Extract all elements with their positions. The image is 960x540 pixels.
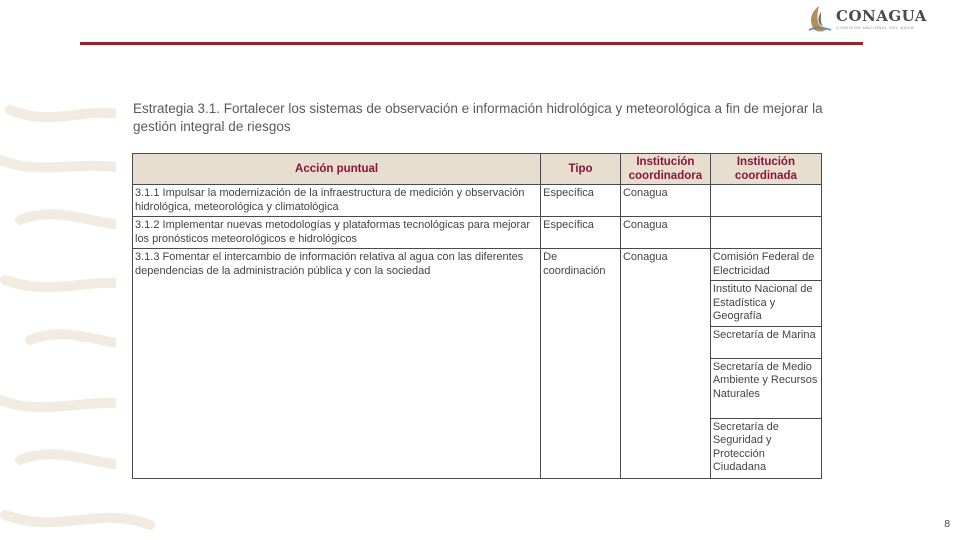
page-number: 8 (944, 519, 951, 530)
cell-accion: 3.1.1 Impulsar la modernización de la infraestructura de medición y observación hidrológica, meteorológica y climatológica (133, 185, 541, 217)
header-coordinada: Institución coordinada (710, 154, 821, 185)
table-row (133, 185, 822, 217)
action-table (132, 153, 822, 479)
cell-coordinadora: Conagua (620, 185, 710, 217)
cell-coordinada: Secretaría de Seguridad y Protección Ciudadana (710, 418, 821, 478)
cell-accion: 3.1.2 Implementar nuevas metodologías y plataformas tecnológicas para mejorar los pronósticos meteorológicos e hidrológicos (133, 217, 541, 249)
cell-tipo: Específica (541, 185, 621, 217)
table-row (133, 217, 822, 249)
cell-coordinada: Instituto Nacional de Estadística y Geografía (710, 281, 821, 327)
cell-tipo: Específica (541, 217, 621, 249)
cell-coordinada (710, 217, 821, 249)
header-accion: Acción puntual (133, 154, 541, 185)
logo-title: CONAGUA (836, 7, 927, 25)
conagua-logo (805, 4, 955, 34)
cell-coordinada: Secretaría de Medio Ambiente y Recursos Naturales (710, 358, 821, 418)
table-header-row (133, 154, 822, 185)
header-divider (80, 42, 863, 45)
cell-coordinadora: Conagua (620, 217, 710, 249)
cell-coordinadora: Conagua (620, 249, 710, 479)
header-tipo: Tipo (541, 154, 621, 185)
cell-coordinada: Comisión Federal de Electricidad (710, 249, 821, 281)
cell-coordinada: Secretaría de Marina (710, 326, 821, 358)
table-row (133, 249, 822, 281)
cell-accion: 3.1.3 Fomentar el intercambio de información relativa al agua con las diferentes dependencias de la administración pública y con la sociedad (133, 249, 541, 479)
logo-subtitle: COMISIÓN NACIONAL DEL AGUA (836, 25, 915, 30)
conagua-emblem-icon (805, 4, 833, 34)
header-coordinadora: Institución coordinadora (620, 154, 710, 185)
strategy-heading: Estrategia 3.1. Fortalecer los sistemas de observación e información hidrológica y meteorológica a fin de mejorar la gestión integral de riesgos (133, 101, 823, 134)
cell-coordinada (710, 185, 821, 217)
cell-tipo: De coordinación (541, 249, 621, 479)
